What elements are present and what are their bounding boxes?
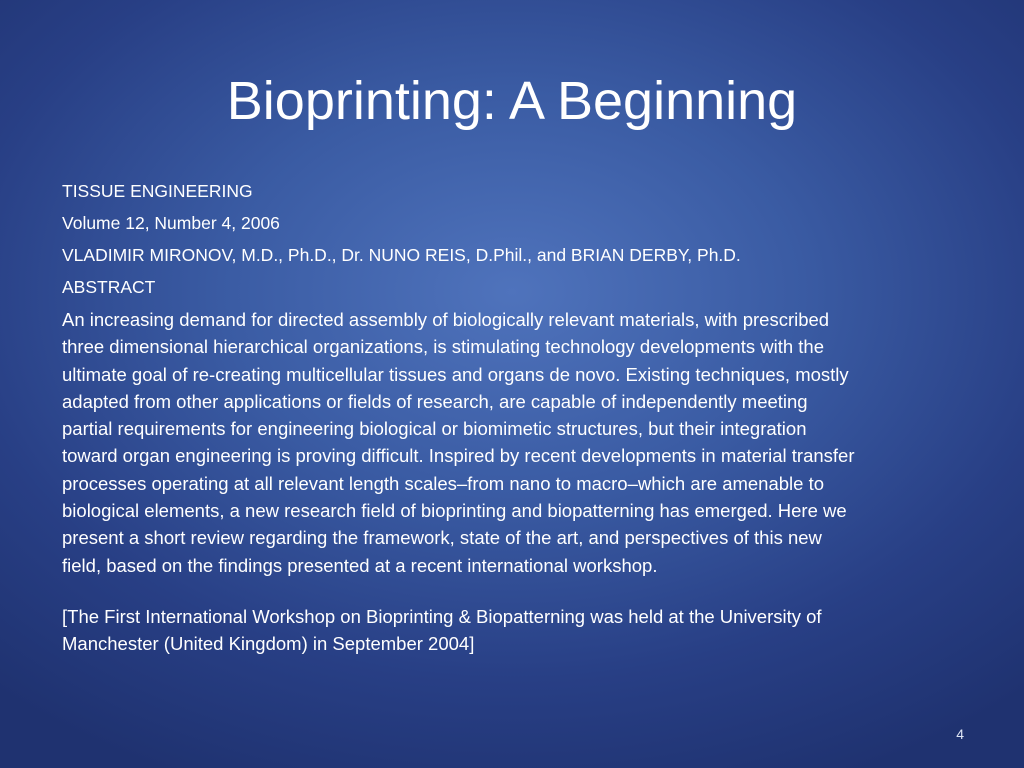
page-number: 4 [956, 726, 964, 742]
workshop-note [62, 603, 972, 658]
abstract-line: partial requirements for engineering biological or biomimetic structures, but their integration [62, 418, 807, 440]
workshop-note-line: Manchester (United Kingdom) in September 2004] [62, 633, 475, 655]
abstract-line: three dimensional hierarchical organizations, is stimulating technology developments with the [62, 336, 824, 358]
workshop-note-line: [The First International Workshop on Bioprinting & Biopatterning was held at the University of [62, 605, 822, 627]
abstract-line: processes operating at all relevant length scales–from nano to macro–which are amenable to [62, 472, 825, 494]
abstract-line: ultimate goal of re-creating multicellular tissues and organs de novo. Existing techniques, mostly [62, 363, 849, 385]
abstract-line: biological elements, a new research field of bioprinting and biopatterning has emerged. Here we [62, 500, 847, 522]
authors-line: VLADIMIR MIRONOV, M.D., Ph.D., Dr. NUNO REIS, D.Phil., and BRIAN DERBY, Ph.D. [62, 245, 741, 265]
abstract-line: adapted from other applications or fields of research, are capable of independently meeting [62, 390, 808, 412]
abstract-line: toward organ engineering is proving difficult. Inspired by recent developments in material transfer [62, 445, 855, 467]
journal-volume: Volume 12, Number 4, 2006 [62, 213, 280, 233]
slide-body [62, 178, 972, 658]
slide-title: Bioprinting: A Beginning [226, 71, 798, 131]
journal-name: TISSUE ENGINEERING [62, 181, 253, 201]
abstract-text [62, 306, 972, 579]
abstract-line: field, based on the findings presented at a recent international workshop. [62, 554, 658, 576]
abstract-line: present a short review regarding the framework, state of the art, and perspectives of this new [62, 527, 822, 549]
abstract-line: An increasing demand for directed assembly of biologically relevant materials, with prescribed [62, 309, 830, 330]
abstract-heading: ABSTRACT [62, 277, 156, 297]
